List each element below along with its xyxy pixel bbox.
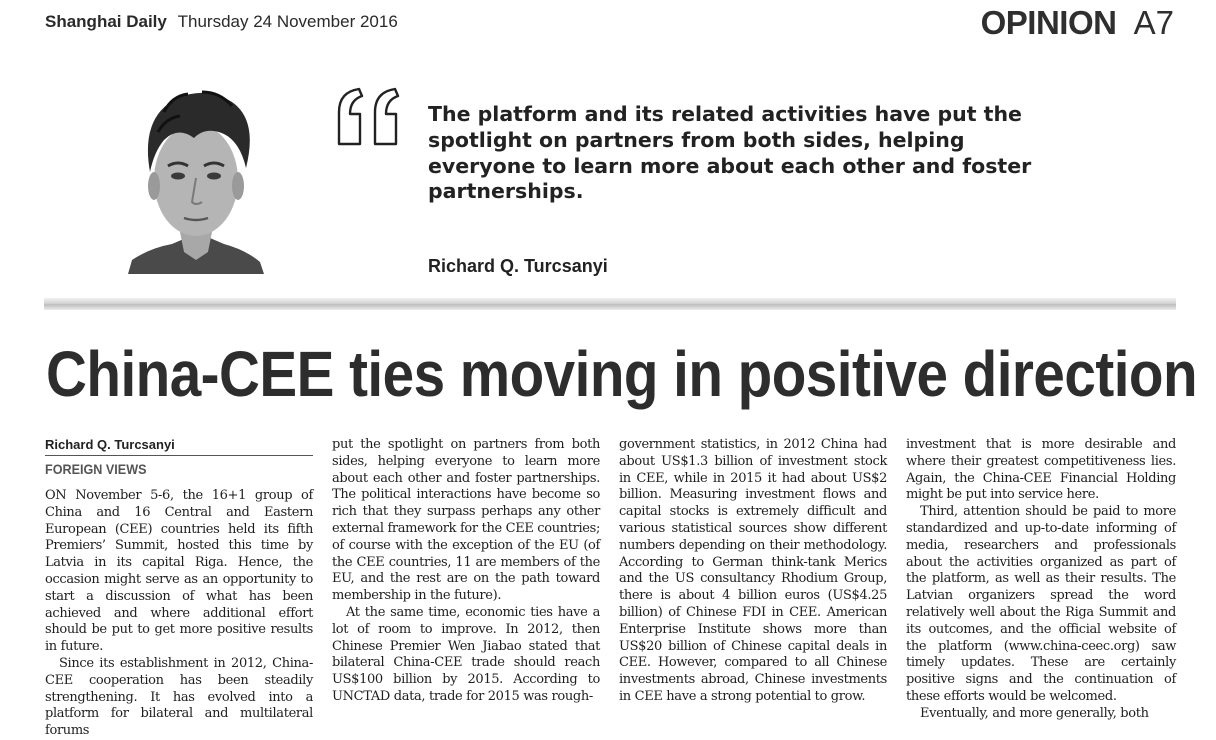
- paragraph: put the spotlight on partners from both sides, helping everyone to learn more about each other and foster partnerships. The political interactions have become so rich that they surpass perhaps any other external framework for the CEE countries; of course with the exception of the EU (of the CEE countries, 11 are members of the EU, and the rest are on the path toward membership in the future).: [332, 437, 600, 604]
- paragraph: government statistics, in 2012 China had about US$1.3 billion of investment stock in CEE, while in 2015 it had about US$2 billion. Measuring investment flows and capital stocks is extremely difficult and various statistical sources show different numbers depending on their methodology. According to German think-tank Merics and the US consultancy Rhodium Group, there is about 4 billion euros (US$4.25 billion) of Chinese FDI in CEE. American Enterprise Institute shows more than US$20 billion of Chinese capital deals in CEE. However, compared to all Chinese investments abroad, Chinese investments in CEE have a strong potential to grow.: [619, 437, 887, 704]
- paragraph: Since its establishment in 2012, China-CEE cooperation has been steadily strengthening. It has evolved into a platform for bilateral and multilateral forums: [45, 655, 313, 739]
- article-byline: Richard Q. Turcsanyi: [45, 437, 313, 456]
- article-column-1: [45, 488, 313, 740]
- article-column-2: [332, 437, 600, 706]
- paragraph: Eventually, and more generally, both: [920, 705, 1149, 721]
- section-divider: [44, 298, 1176, 310]
- author-portrait: [128, 82, 264, 274]
- article-headline: China-CEE ties moving in positive direction: [46, 338, 1198, 410]
- paragraph: investment that is more desirable and where their greatest competitiveness lies. Again, the China-CEE Financial Holding might be put into service here.: [906, 437, 1176, 503]
- issue-date: Thursday 24 November 2016: [177, 12, 398, 31]
- quote-mark-icon: [333, 86, 405, 148]
- pull-quote: The platform and its related activities have put the spotlight on partners from both sides, helping everyone to learn more about each other and foster partnerships.: [428, 102, 1032, 204]
- newspaper-name: Shanghai Daily: [45, 12, 167, 31]
- page-number: A7: [1133, 4, 1174, 41]
- article-column-4: [906, 437, 1176, 723]
- masthead-right: [981, 4, 1174, 42]
- pull-quote-author: Richard Q. Turcsanyi: [428, 256, 608, 276]
- column-kicker: FOREIGN VIEWS: [45, 461, 147, 477]
- paragraph: At the same time, economic ties have a lot of room to improve. In 2012, then Chinese Premier Wen Jiabao stated that bilateral China-CEE trade should reach US$100 billion by 2015. According to UNCTAD data, trade for 2015 was rough-: [332, 604, 600, 704]
- article-column-3: [619, 437, 887, 706]
- paragraph: ON November 5-6, the 16+1 group of China and 16 Central and Eastern European (CEE) countries held its fifth Premiers’ Summit, hosted this time by Latvia in its capital Riga. Hence, the occasion might serve as an opportunity to start a discussion of what has been achieved and where additional effort should be put to get more positive results in future.: [45, 488, 313, 655]
- section-name: OPINION: [980, 4, 1117, 41]
- paragraph: Third, attention should be paid to more standardized and up-to-date informing of media, researchers and professionals about the activities organized as part of the platform, as well as their results. The Latvian organizers spread the word relatively well about the Riga Summit and its outcomes, and the official website of the platform (www.china-ceec.org) saw timely updates. These are certainly positive signs and the continuation of these efforts would be welcomed.: [906, 504, 1176, 704]
- masthead-left: [45, 12, 398, 32]
